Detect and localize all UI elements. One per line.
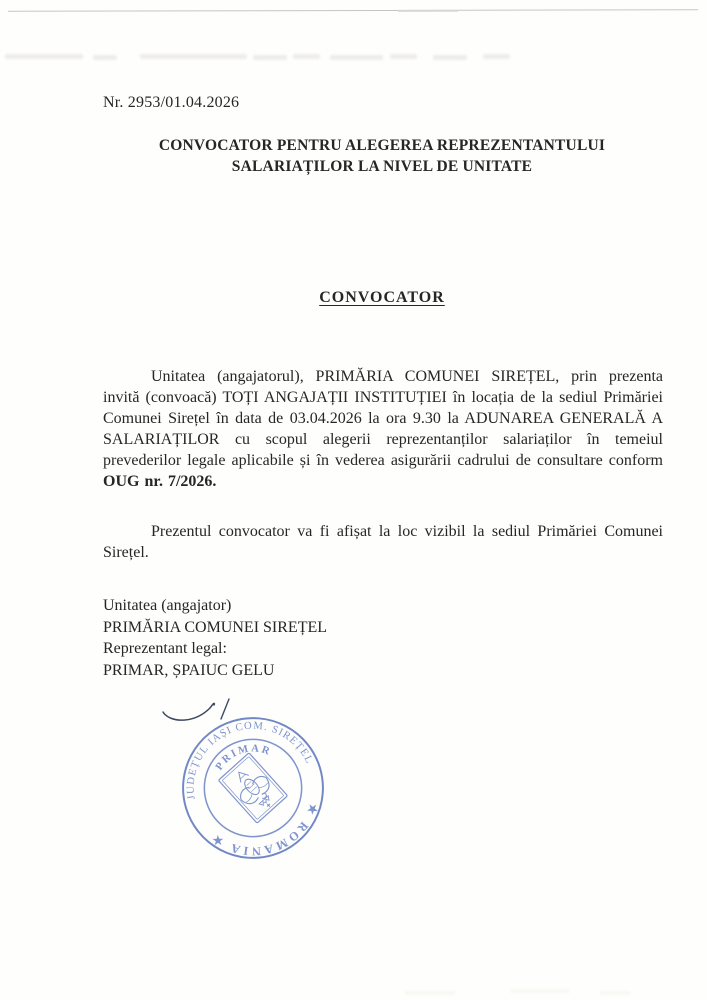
signature-unit-label: Unitatea (angajator): [103, 597, 232, 614]
stamp-county-commune-text: JUDEȚUL IAȘI COM. SIREȚEL: [185, 720, 315, 801]
body-paragraph-1: [103, 366, 663, 492]
signature-representative-label: Reprezentant legal:: [103, 640, 227, 657]
body-paragraph-1-bold-text: OUG nr. 7/2026.: [103, 473, 217, 490]
stamp-country-text: ★ ROMANIA ★: [206, 801, 322, 859]
stamp-office-text: PRIMAR: [213, 743, 274, 773]
svg-text:★ ROMANIA ★: [204, 798, 329, 864]
signature-block: [103, 595, 327, 681]
section-heading: [103, 289, 661, 307]
signature-unit-name: PRIMĂRIA COMUNEI SIREȚEL: [103, 618, 328, 636]
signature-representative-name: PRIMAR, ȘPAIUC GELU: [103, 661, 275, 679]
document-reference-number: Nr. 2953/01.04.2026: [103, 94, 240, 111]
body-paragraph-1-text: Unitatea (angajatorul), PRIMĂRIA COMUNEI SIREȚEL, prin prezenta invită (convoacă) TOȚI ANGAJAȚII INSTITUȚIEI în locația de la sediul Primăriei Comunei Sirețel în data de 03.04.2026 la ora 9.30 la ADUNAREA GENERALĂ A SALARIAȚILOR cu scopul alegerii reprezentanților salariaților în temeiul prevederilor legale aplicabile și în vederea asigurării cadrului de consultare conform: [103, 368, 663, 469]
document-title-line2: SALARIAȚILOR LA NIVEL DE UNITATE: [231, 158, 533, 175]
official-round-stamp: [177, 712, 329, 864]
document-title-line1: CONVOCATOR PENTRU ALEGEREA REPREZENTANTULUI: [158, 137, 606, 154]
section-heading-text: CONVOCATOR: [319, 289, 445, 306]
document-title: [103, 135, 661, 177]
body-paragraph-2: Prezentul convocator va fi afișat la loc vizibil la sediul Primăriei Comunei Sirețel.: [103, 523, 663, 561]
scan-artifact-top-line: [8, 9, 698, 11]
